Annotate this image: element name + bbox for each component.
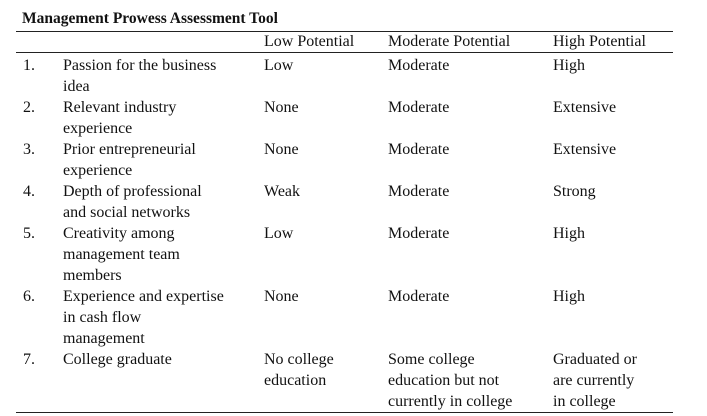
row-high-value: Graduated or are currently in college	[553, 351, 637, 410]
header-high-potential: High Potential	[553, 33, 646, 50]
row-high-value: Extensive	[553, 99, 617, 116]
row-low-value: None	[264, 99, 299, 116]
row-low-value: None	[264, 288, 299, 305]
row-high-value: Strong	[553, 183, 596, 200]
row-number: 7.	[23, 351, 35, 368]
row-criterion: Passion for the business idea	[63, 57, 217, 95]
row-moderate-value: Moderate	[388, 57, 450, 74]
row-low-value: Low	[264, 57, 294, 74]
row-criterion: College graduate	[63, 351, 172, 368]
row-criterion: Experience and expertise in cash flow management	[63, 288, 224, 347]
row-criterion: Relevant industry experience	[63, 99, 177, 137]
header-rule	[16, 52, 673, 53]
row-moderate-value: Moderate	[388, 288, 450, 305]
row-criterion: Depth of professional and social networks	[63, 183, 202, 221]
row-number: 2.	[23, 99, 35, 116]
top-rule	[16, 31, 673, 32]
row-high-value: High	[553, 288, 585, 305]
row-number: 1.	[23, 57, 35, 74]
header-moderate-potential: Moderate Potential	[388, 33, 511, 50]
row-high-value: High	[553, 225, 585, 242]
row-high-value: Extensive	[553, 141, 617, 158]
row-low-value: No college education	[264, 351, 334, 389]
row-criterion: Creativity among management team members	[63, 225, 180, 284]
row-number: 5.	[23, 225, 35, 242]
row-moderate-value: Moderate	[388, 99, 450, 116]
row-number: 6.	[23, 288, 35, 305]
row-moderate-value: Some college education but not currently in college	[388, 351, 513, 410]
row-high-value: High	[553, 57, 585, 74]
row-number: 3.	[23, 141, 35, 158]
table-title: Management Prowess Assessment Tool	[22, 10, 278, 27]
row-low-value: Low	[264, 225, 294, 242]
row-moderate-value: Moderate	[388, 183, 450, 200]
row-criterion: Prior entrepreneurial experience	[63, 141, 196, 179]
header-low-potential: Low Potential	[264, 33, 355, 50]
row-moderate-value: Moderate	[388, 141, 450, 158]
row-number: 4.	[23, 183, 35, 200]
row-low-value: None	[264, 141, 299, 158]
row-low-value: Weak	[264, 183, 301, 200]
bottom-rule	[16, 412, 673, 413]
row-moderate-value: Moderate	[388, 225, 450, 242]
